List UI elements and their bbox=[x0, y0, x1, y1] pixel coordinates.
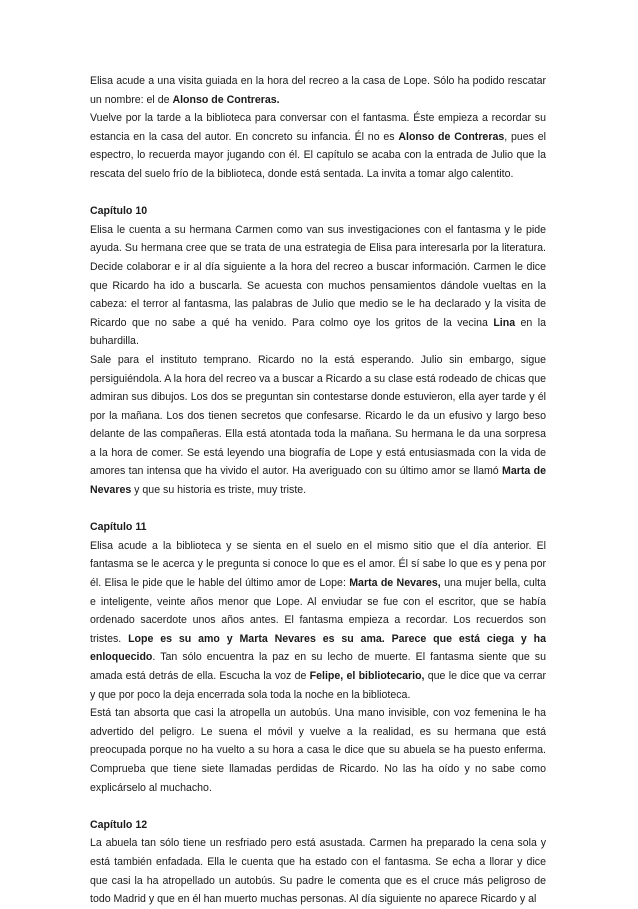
paragraph-gap bbox=[90, 184, 546, 203]
text-run: Sale para el instituto temprano. Ricardo no la está esperando. Julio sin embargo, sigue persiguiéndola. A la hora del recreo va a buscar a Ricardo a su clase está rodeado de chicas que admiran sus dibujos. Los dos se preguntan sin contestarse donde estuvieron, ella ayer tarde y él por la mañana. Los dos tienen secretos que confesarse. Ricardo le da un efusivo y largo beso delante de las compañeras. Ella está atontada toda la mañana. Su hermana le da una sorpresa a la hora de comer. Se está leyendo una biografía de Lope y está entusiasmada con la vida de amores tan intensa que ha vivido el autor. Ha averiguado con su último amor se llamó bbox=[90, 353, 546, 478]
chapter-11-heading: Capítulo 11 bbox=[90, 521, 147, 534]
name-lina: Lina bbox=[493, 316, 516, 329]
text-run: Elisa acude a la biblioteca y se sienta en el suelo en el mismo sitio que el día anterior. El fantasma se le acerca y le pregunta si conoce lo que es el amor. Él sí sabe lo que es y pena por él. Elisa le pide que le hable del último amor de Lope: bbox=[90, 539, 546, 590]
chapter-11-paragraph-1 bbox=[90, 537, 546, 704]
text-run: que le dice que va cerrar y que por poco la deja encerrada sola toda la noche en la biblioteca. bbox=[90, 670, 546, 701]
text-run: , pues el espectro, lo recuerda mayor jugando con él. El capítulo se acaba con la entrada de Julio que la rescata del suelo frío de la biblioteca, donde está sentada. La invita a tomar algo calentito. bbox=[90, 130, 546, 180]
chapter-10-paragraph-2 bbox=[90, 351, 546, 500]
paragraph-gap bbox=[90, 500, 546, 519]
text-run: Elisa le cuenta a su hermana Carmen como van sus investigaciones con el fantasma y le pide ayuda. Su hermana cree que se trata de una estrategia de Elisa para interesarla por la literatura. Decide colaborar e ir al día siguiente a la hora del recreo a buscar información. Carmen le dice que Ricardo ha ido a buscarla. Se acuesta con muchos pensamientos dándole vueltas en la cabeza: el terror al fantasma, las palabras de Julio que medio se le ha declarado y la visita de Ricardo que no sabe a qué ha venido. Para colmo oye los gritos de la vecina bbox=[90, 223, 546, 329]
chapter-10-heading: Capítulo 10 bbox=[90, 205, 148, 218]
paragraph-gap bbox=[90, 797, 546, 816]
chapter-12-heading: Capítulo 12 bbox=[90, 818, 148, 831]
chapter-12-paragraph-1: La abuela tan sólo tiene un resfriado pero está asustada. Carmen ha preparado la cena sola y está también enfadada. Ella le cuenta que ha estado con el fantasma. Se echa a llorar y dice que casi la ha atropellado un autobús. Su padre le comenta que es el cruce más peligroso de todo Madrid y que en él han muerto muchas personas. Al día siguiente no aparece Ricardo y al bbox=[90, 837, 546, 906]
document-page bbox=[90, 72, 546, 909]
text-run: Vuelve por la tarde a la biblioteca para conversar con el fantasma. Éste empieza a recordar su estancia en la casa del autor. En concreto su infancia. Él no es bbox=[90, 112, 546, 143]
intro-paragraph-2 bbox=[90, 109, 546, 183]
bold-sentence: Lope es su amo y Marta Nevares es su ama. Parece que está ciega y ha enloquecido bbox=[90, 632, 546, 664]
text-run: . Tan sólo encuentra la paz en su lecho de muerte. El fantasma siente que su amada está detrás de ella. Escucha la voz de bbox=[90, 651, 546, 682]
intro-paragraph-1 bbox=[90, 72, 546, 109]
chapter-10-paragraph-1 bbox=[90, 221, 546, 351]
name-alonso-de-contreras: Alonso de Contreras bbox=[398, 130, 505, 143]
name-marta-de-nevares: Marta de Nevares, bbox=[349, 577, 441, 590]
text-run: una mujer bella, culta e inteligente, veinte años menor que Lope. Al enviudar se fue con el escritor, que se había ordenado sacerdote unos años antes. El fantasma empieza a recordar. Los recuerdos son tristes. bbox=[90, 577, 546, 645]
chapter-11-paragraph-2: Está tan absorta que casi la atropella un autobús. Una mano invisible, con voz femenina le ha advertido del peligro. Le suena el móvil y vuelve a la realidad, es su hermana que está preocupada porque no ha vuelto a su hora a casa le dice que su abuela se ha puesto enferma. Comprueba que tiene siete llamadas perdidas de Ricardo. No las ha oído y no sabe como explicárselo al muchacho. bbox=[90, 707, 546, 794]
text-run: y que su historia es triste, muy triste. bbox=[131, 484, 307, 497]
name-marta-de-nevares: Marta de Nevares bbox=[90, 465, 546, 497]
name-felipe: Felipe, el bibliotecario, bbox=[309, 670, 425, 682]
text-run: en la buhardilla. bbox=[90, 316, 547, 348]
text-run: Elisa acude a una visita guiada en la hora del recreo a la casa de Lope. Sólo ha podido rescatar un nombre: el de bbox=[90, 75, 546, 106]
name-alonso-de-contreras: Alonso de Contreras. bbox=[172, 93, 280, 106]
